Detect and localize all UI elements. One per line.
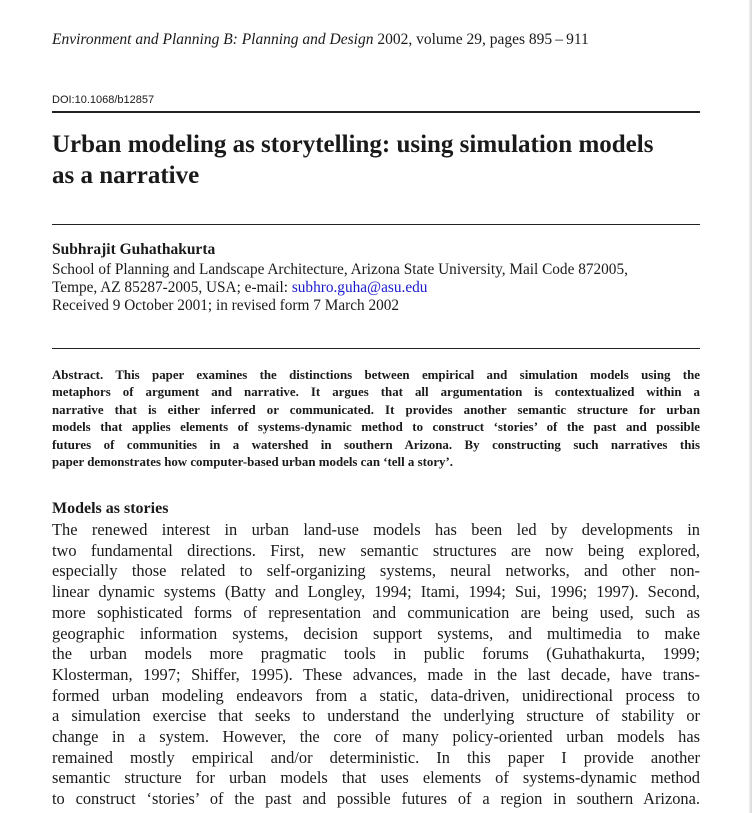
body-line: especially those related to self-organizing systems, neural networks, and other non- — [52, 561, 700, 581]
abstract-line-text: This paper examines the distinctions between empirical and simulation models using the — [115, 368, 700, 382]
abstract — [52, 367, 700, 471]
body-line: to construct ‘stories’ of the past and possible futures of a region in southern Arizona. — [52, 789, 700, 809]
title-line: as a narrative — [52, 162, 200, 189]
header-divider — [52, 111, 700, 113]
journal-details: 2002, volume 29, pages 895 – 911 — [377, 31, 589, 48]
body-line: the urban models more pragmatic tools in public forums (Guhathakurta, 1999; — [52, 644, 700, 664]
body-line: formed urban modeling endeavors from a static, data-driven, unidirectional process to — [52, 685, 700, 705]
title-divider — [52, 224, 700, 225]
body-line: The renewed interest in urban land-use models has been led by developments in — [52, 520, 700, 539]
affiliation-line-email — [52, 279, 628, 297]
affiliation-address: Tempe, AZ 85287-2005, USA; e-mail: — [52, 279, 292, 296]
email-link[interactable]: subhro.guha@asu.edu — [291, 279, 428, 296]
body-line: more sophisticated forms of representation and communication are being used, such as — [52, 602, 700, 622]
body-line: Klosterman, 1997; Shiffer, 1995). These advances, made in the last decade, have trans- — [52, 664, 700, 684]
journal-name: Environment and Planning B: Planning and Design — [52, 31, 374, 48]
abstract-line: metaphors of argument and narrative. It argues that all argumentation is contextualized within a — [52, 385, 700, 400]
body-line: geographic information systems, decision support systems, and multimedia to make — [52, 623, 700, 643]
body-line: a simulation exercise that seeks to understand the underlying structure of stability or — [52, 706, 700, 726]
body-line: change in a system. However, the core of many policy-oriented urban models has — [52, 727, 700, 747]
body-line: linear dynamic systems (Batty and Longley, 1994; Itami, 1994; Sui, 1996; 1997). Second, — [52, 582, 700, 602]
section-body — [52, 520, 700, 810]
paper-title — [52, 129, 702, 191]
body-line: remained mostly empirical and/or deterministic. In this paper I provide another — [52, 747, 700, 767]
body-line: semantic structure for urban models that uses elements of systems-dynamic method — [52, 768, 700, 788]
abstract-line: models that applies elements of systems-dynamic method to construct ‘stories’ of the past and possible — [52, 420, 700, 435]
abstract-line: futures of communities in a watershed in southern Arizona. By constructing such narratives this — [52, 437, 700, 452]
doi-label: DOI:10.1068/b12857 — [52, 94, 155, 106]
body-line: two fundamental directions. First, new semantic structures are now being explored, — [52, 540, 700, 560]
title-line: Urban modeling as storytelling: using simulation models — [52, 131, 654, 158]
author-name: Subhrajit Guhathakurta — [52, 241, 216, 258]
abstract-divider — [52, 348, 700, 349]
section-heading: Models as stories — [52, 500, 169, 517]
abstract-line: paper demonstrates how computer-based urban models can ‘tell a story’. — [52, 455, 454, 470]
abstract-line: narrative that is either inferred or communicated. It provides another semantic structure for urban — [52, 402, 700, 417]
abstract-line — [52, 367, 700, 384]
author-affiliation — [52, 261, 628, 315]
received-dates: Received 9 October 2001; in revised form 7 March 2002 — [52, 297, 400, 314]
abstract-label: Abstract. — [52, 368, 104, 382]
affiliation-line: School of Planning and Landscape Architecture, Arizona State University, Mail Code 872005, — [52, 261, 628, 278]
journal-citation — [52, 31, 589, 49]
